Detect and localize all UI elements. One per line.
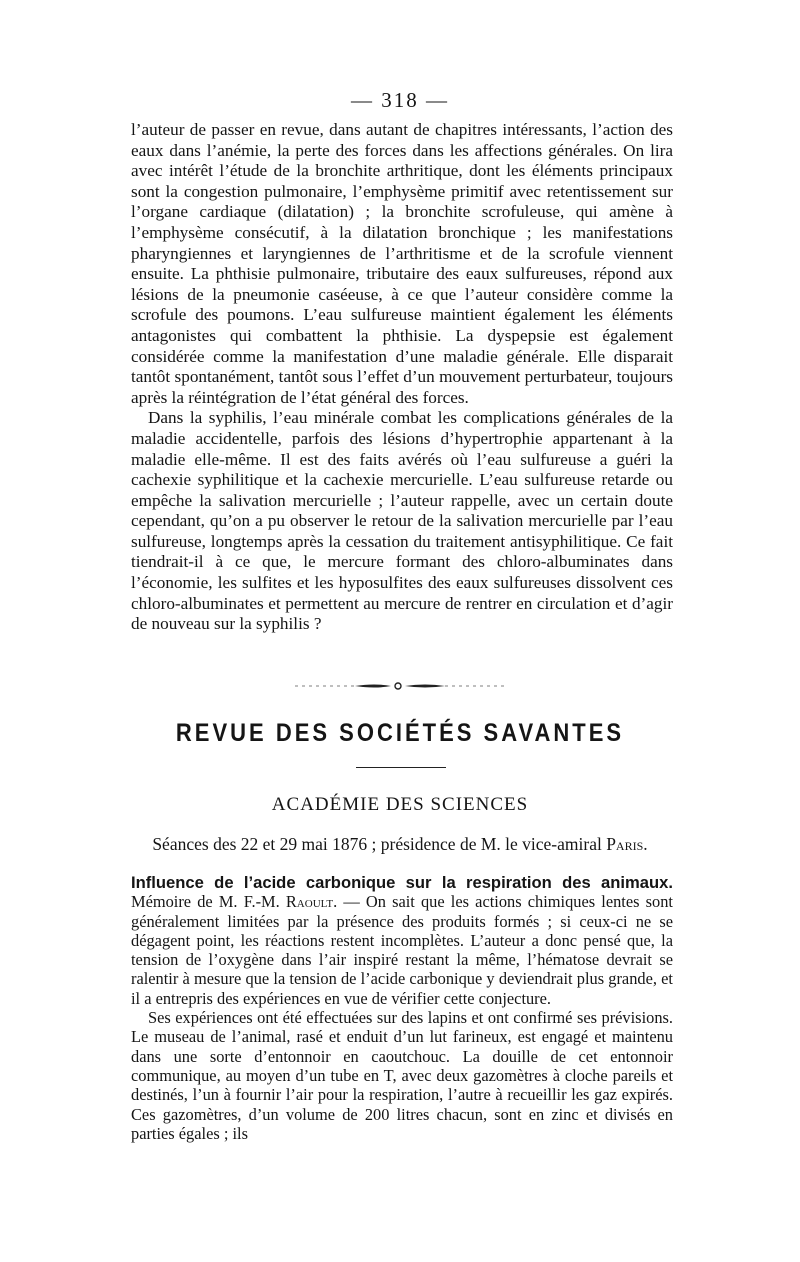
title-rule <box>356 767 446 768</box>
article-paragraph-2: Ses expériences ont été effectuées sur des lapins et ont confirmé ses prévisions. Le museau de l’animal, rasé et enduit d’un lut farineux, est engagé et maintenu dans une sorte d’entonnoir en caoutchouc. La douille de cet entonnoir communique, au moyen d’un tube en T, avec deux gazomètres à cloche pareils et destinés, l’un à fournir l’air pour la respiration, l’autre à recueillir les gaz expirés. Ces gazomètres, d’un volume de 200 litres chacun, sont en zinc et divisés en parties égales ; ils <box>131 1008 673 1143</box>
paragraph-anemie: l’auteur de passer en revue, dans autant de chapitres intéressants, l’action des eaux dans l’anémie, la perte des forces dans les affections générales. On lira avec intérêt l’étude de la bronchite arthritique, dont les éléments principaux sont la congestion pulmonaire, l’emphysème primitif avec retentissement sur l’organe cardiaque (dilatation) ; la bronchite scrofuleuse, qui amène à l’emphysème consécutif, à la dilatation bronchique ; les manifestations pharyngiennes et laryngiennes de l’arthritisme et de la scrofule viennent ensuite. La phthisie pulmonaire, tributaire des eaux sulfureuses, répond aux lésions de la pneumonie caséeuse, à ce que l’auteur considère comme la scrofule des poumons. L’eau sulfureuse maintient également les éléments antagonistes qui combattent la phthisie. La dyspepsie est également considérée comme la manifestation d’une maladie générale. Elle disparait tantôt spontanément, tantôt sous l’effet d’un mouvement perturbateur, toujours après la réintégration de l’état général des forces. <box>131 120 673 407</box>
academy-heading: ACADÉMIE DES SCIENCES <box>271 794 529 815</box>
page-number: — 318 — <box>351 88 449 112</box>
seances-end: . <box>643 834 648 854</box>
article-paragraph-1-text: . — On sait que les actions chimiques lentes sont généralement limitées par la présence des produits formés ; si ceux-ci ne se dégagent point, les réactions restent incomplètes. L’auteur a donc pensé que, la tension de l’oxygène dans l’air inspiré restant la même, l’hématose devrait se ralentir à mesure que la tension de l’acide carbonique y deviendrait plus grande, et il a entrepris des expériences en vue de vérifier cette conjecture. <box>131 892 673 1008</box>
ornament-divider <box>295 680 505 692</box>
article-author: Raoult <box>285 892 334 912</box>
body-text-top <box>131 120 673 635</box>
section-title: REVUE DES SOCIÉTÉS SAVANTES <box>175 718 625 747</box>
president-name: Paris <box>606 834 644 854</box>
paragraph-syphilis: Dans la syphilis, l’eau minérale combat les complications générales de la maladie accidentelle, parfois des lésions d’hypertrophie appartenant à la maladie elle-même. Il est des faits avérés où l’eau sulfureuse a guéri la cachexie syphilitique et la cachexie mercurielle. L’eau sulfureuse retarde ou empêche la salivation mercurielle ; l’auteur rappelle, avec un certain doute cependant, qu’on a pu observer le retour de la salivation mercurielle par l’eau sulfureuse, longtemps après la cessation du traitement antisyphilitique. Ce fait tiendrait-il à ce que, le mercure formant des chloro-albuminates dans l’économie, les sulfites et les hyposulfites des eaux sulfureuses dissolvent ces chloro-albuminates et permettent au mercure de rentrer en circulation et d’agir de nouveau sur la syphilis ? <box>131 408 673 634</box>
memoir-prefix: Mémoire de M. F.-M. <box>131 892 286 912</box>
article-title: Influence de l’acide carbonique sur la respiration des animaux. <box>131 873 673 892</box>
seances-text: Séances des 22 et 29 mai 1876 ; présidence de M. le vice-amiral <box>152 834 607 854</box>
seances-line <box>0 834 800 855</box>
body-text-article <box>131 873 673 1143</box>
article-paragraph-1 <box>131 873 673 1008</box>
